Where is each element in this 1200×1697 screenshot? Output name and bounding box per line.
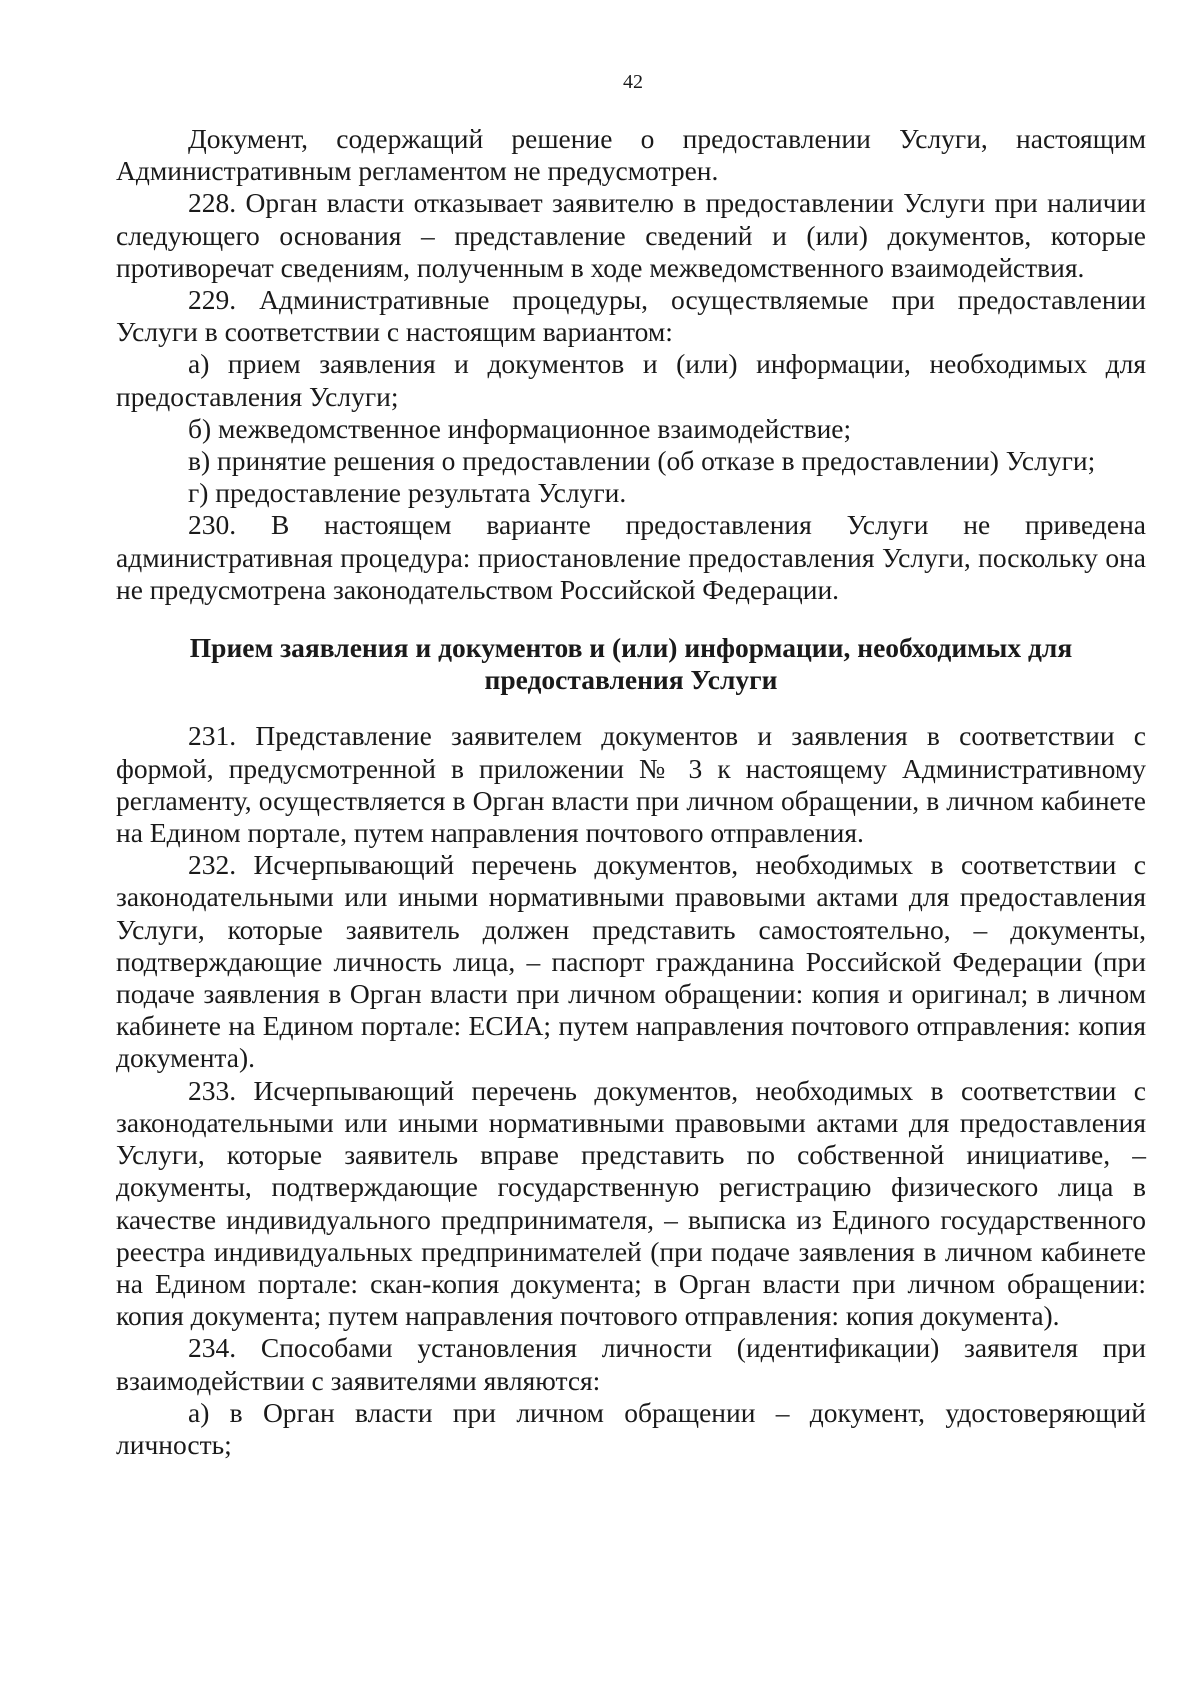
paragraph-228: 228. Орган власти отказывает заявителю в предоставлении Услуги при наличии следующего основания – представление сведений и (или) документов, которые противоречат сведениям, полученным в ходе межведомственного взаимодействия. bbox=[116, 187, 1146, 283]
paragraph-231: 231. Представление заявителем документов и заявления в соответствии с формой, предусмотренной в приложении № 3 к настоящему Административному регламенту, осуществляется в Орган власти при личном обращении, в личном кабинете на Едином портале, путем направления почтового отправления. bbox=[116, 720, 1146, 849]
section-heading: Прием заявления и документов и (или) информации, необходимых для предоставления Услуги bbox=[189, 632, 1073, 696]
list-item-a: а) прием заявления и документов и (или) информации, необходимых для предоставления Услуги; bbox=[116, 348, 1146, 412]
list-item-g: г) предоставление результата Услуги. bbox=[188, 477, 627, 509]
paragraph-233: 233. Исчерпывающий перечень документов, необходимых в соответствии с законодательными или иными нормативными правовыми актами для предоставления Услуги, которые заявитель вправе представить по собственной инициативе, – документы, подтверждающие государственную регистрацию физического лица в качестве индивидуального предпринимателя, – выписка из Единого государственного реестра индивидуальных предпринимателей (при подаче заявления в личном кабинете на Едином портале: скан-копия документа; в Орган власти при личном обращении: копия документа; путем направления почтового отправления: копия документа). bbox=[116, 1074, 1146, 1332]
paragraph-234: 234. Способами установления личности (идентификации) заявителя при взаимодействии с заявителями являются: bbox=[116, 1332, 1146, 1396]
paragraph-229: 229. Административные процедуры, осуществляемые при предоставлении Услуги в соответствии с настоящим вариантом: bbox=[116, 284, 1146, 348]
page-number: 42 bbox=[623, 71, 643, 93]
list-item-v: в) принятие решения о предоставлении (об отказе в предоставлении) Услуги; bbox=[188, 445, 1096, 477]
list-item-b: б) межведомственное информационное взаимодействие; bbox=[188, 412, 852, 444]
paragraph-document-decision: Документ, содержащий решение о предоставлении Услуги, настоящим Административным регламентом не предусмотрен. bbox=[116, 123, 1146, 187]
paragraph-230: 230. В настоящем варианте предоставления Услуги не приведена административная процедура: приостановление предоставления Услуги, поскольку она не предусмотрена законодательством Российской Федерации. bbox=[116, 509, 1146, 605]
list-item-234-a: а) в Орган власти при личном обращении – документ, удостоверяющий личность; bbox=[116, 1396, 1146, 1460]
document-body bbox=[116, 123, 1146, 1461]
paragraph-232: 232. Исчерпывающий перечень документов, необходимых в соответствии с законодательными или иными нормативными правовыми актами для предоставления Услуги, которые заявитель должен представить самостоятельно, – документы, подтверждающие личность лица, – паспорт гражданина Российской Федерации (при подаче заявления в Орган власти при личном обращении: копия и оригинал; в личном кабинете на Едином портале: ЕСИА; путем направления почтового отправления: копия документа). bbox=[116, 849, 1146, 1074]
